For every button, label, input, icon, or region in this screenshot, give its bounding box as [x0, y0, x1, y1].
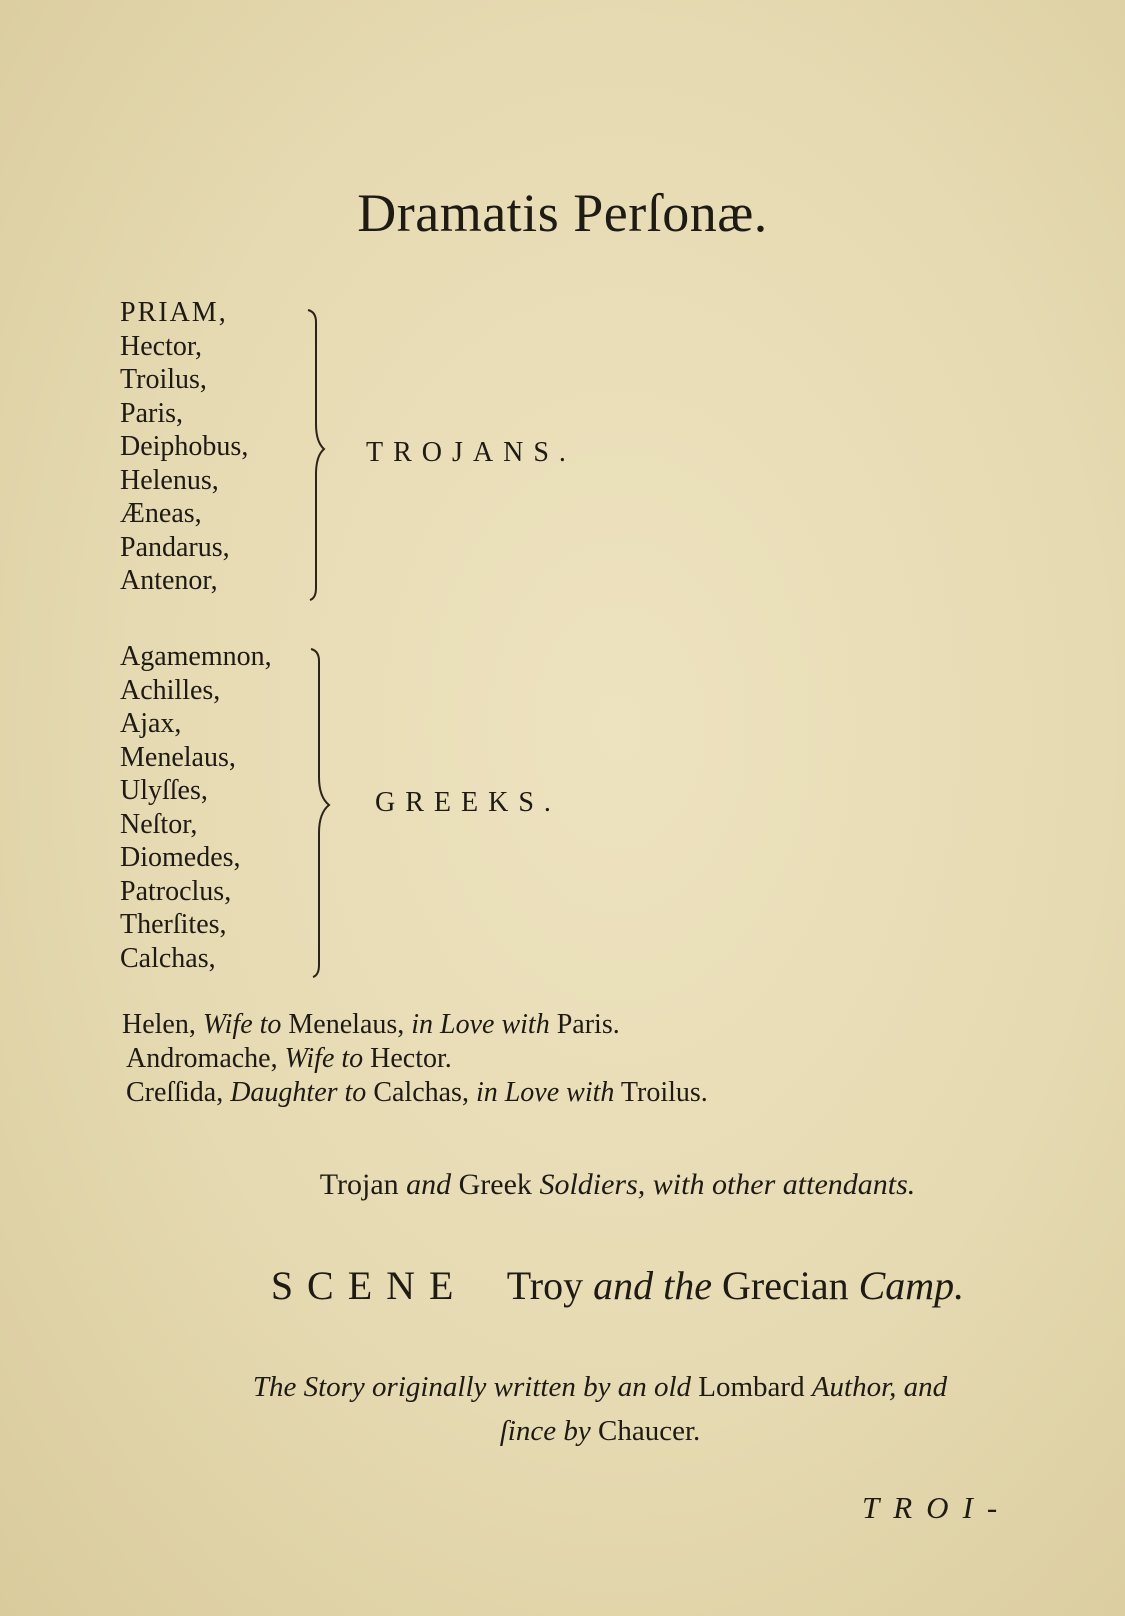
cast-name: Deiphobus, — [120, 431, 249, 462]
scene-line — [0, 1262, 1125, 1309]
cressida-line — [122, 1076, 708, 1110]
andromache-line — [122, 1042, 708, 1076]
related-name: Paris. — [556, 1009, 620, 1040]
story-text: The Story originally written by an old — [252, 1371, 692, 1403]
helen-line — [122, 1008, 708, 1042]
relation-text: in Love with — [475, 1077, 615, 1108]
story-text: Chaucer. — [597, 1415, 701, 1447]
related-name: Menelaus, — [288, 1009, 405, 1040]
soldiers-text: with other attendants. — [652, 1168, 916, 1201]
trojans-brace — [300, 306, 350, 606]
related-name: Hector. — [370, 1043, 452, 1074]
cast-name: Hector, — [120, 330, 203, 362]
female-characters — [122, 1008, 708, 1110]
cast-name: Therſites, — [120, 909, 227, 940]
soldiers-line — [0, 1168, 1125, 1202]
cast-name: Achilles, — [120, 674, 221, 706]
character-name: Helen, — [122, 1009, 196, 1040]
related-name: Troilus. — [620, 1077, 708, 1108]
scene-place: Troy — [506, 1263, 584, 1308]
related-name: Calchas, — [373, 1077, 469, 1108]
catchword: TROI- — [862, 1490, 1012, 1525]
cast-name: Antenor, — [120, 565, 218, 596]
cast-name: Paris, — [120, 397, 183, 429]
cast-name: Ajax, — [120, 708, 182, 739]
relation-text: in Love with — [411, 1009, 550, 1040]
greeks-list — [120, 640, 272, 975]
relation-text: Wife to — [284, 1043, 364, 1074]
character-name: Andromache, — [126, 1043, 278, 1074]
cast-name: Ulyſſes, — [120, 775, 208, 806]
page-title: Dramatis Perſonæ. — [357, 183, 768, 243]
relation-text: Daughter to — [230, 1077, 367, 1108]
cast-name: Menelaus, — [120, 741, 236, 773]
cast-name: Pandarus, — [120, 531, 230, 563]
soldiers-text: and — [406, 1168, 452, 1201]
trojans-label: TROJANS. — [366, 437, 576, 468]
character-name: Creſſida, — [126, 1077, 224, 1108]
soldiers-text: Trojan — [319, 1168, 399, 1201]
story-note — [170, 1365, 1030, 1453]
trojans-list — [120, 296, 248, 598]
cast-name: Neſtor, — [120, 808, 198, 840]
cast-name: Æneas, — [120, 498, 202, 529]
relation-text: Wife to — [202, 1009, 282, 1040]
cast-name: Troilus, — [120, 364, 207, 395]
cast-name: PRIAM, — [120, 297, 228, 328]
story-text: ſince by — [499, 1415, 591, 1447]
cast-name: Helenus, — [120, 464, 219, 496]
greeks-label: GREEKS. — [375, 787, 561, 818]
scene-place: Camp. — [858, 1263, 965, 1308]
story-text: Lombard — [698, 1371, 805, 1403]
scene-text: and the — [593, 1263, 713, 1308]
cast-name: Calchas, — [120, 942, 216, 974]
cast-name: Agamemnon, — [120, 641, 272, 672]
greeks-brace — [305, 645, 355, 981]
scene-place: Grecian — [722, 1263, 849, 1308]
soldiers-text: Soldiers, — [539, 1168, 646, 1201]
cast-name: Diomedes, — [120, 842, 241, 873]
story-text: Author, and — [811, 1371, 948, 1403]
cast-name: Patroclus, — [120, 875, 232, 907]
scene-label: SCENE — [270, 1263, 468, 1308]
soldiers-text: Greek — [458, 1168, 532, 1201]
